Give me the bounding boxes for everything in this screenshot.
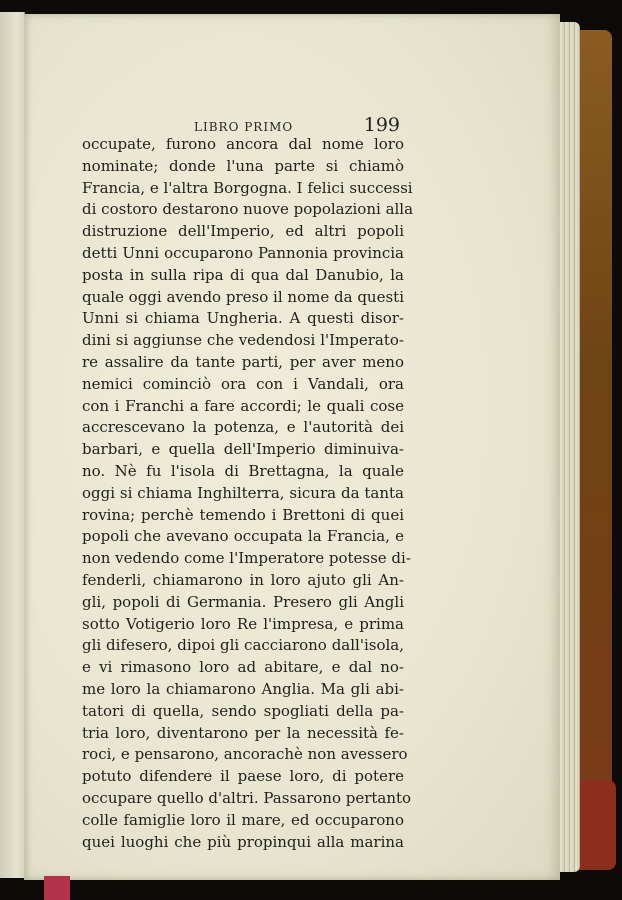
text-line: sotto Votigerio loro Re l'impresa, e prima bbox=[82, 614, 404, 633]
text-line: accrescevano la potenza, e l'autorità dei bbox=[82, 418, 404, 437]
text-line: roci, e pensarono, ancorachè non avessero bbox=[82, 745, 408, 764]
text-line: Unni si chiama Ungheria. A questi disor- bbox=[82, 309, 404, 328]
text-line: e vi rimasono loro ad abitare, e dal no- bbox=[82, 658, 404, 677]
text-line: distruzione dell'Imperio, ed altri popoli bbox=[82, 222, 404, 241]
text-line: dini si aggiunse che vedendosi l'Imperato- bbox=[82, 331, 404, 350]
text-line: quale oggi avendo preso il nome da questi bbox=[82, 287, 404, 306]
text-line: barbari, e quella dell'Imperio diminuiva- bbox=[82, 440, 404, 459]
text-line: no. Nè fu l'isola di Brettagna, la quale bbox=[82, 461, 404, 480]
text-line: di costoro destarono nuove popolazioni alla bbox=[82, 200, 414, 219]
text-line: popoli che avevano occupata la Francia, e bbox=[82, 527, 404, 546]
text-line: tatori di quella, sendo spogliati della pa- bbox=[82, 701, 404, 720]
book-cover-corner bbox=[578, 780, 616, 870]
text-line: fenderli, chiamarono in loro ajuto gli An- bbox=[82, 570, 404, 589]
text-line: gli, popoli di Germania. Presero gli Angli bbox=[82, 592, 404, 611]
text-line: nemici cominciò ora con i Vandali, ora bbox=[82, 374, 404, 393]
text-line: detti Unni occuparono Pannonia provincia bbox=[82, 243, 404, 262]
text-line: con i Franchi a fare accordi; le quali cose bbox=[82, 396, 404, 415]
text-line: quei luoghi che più propinqui alla marina bbox=[82, 832, 404, 851]
running-title: LIBRO PRIMO bbox=[194, 120, 294, 134]
body-text bbox=[82, 134, 414, 853]
text-line: non vedendo come l'Imperatore potesse di- bbox=[82, 549, 411, 568]
text-line: nominate; donde l'una parte si chiamò bbox=[82, 156, 404, 175]
text-line: re assalire da tante parti, per aver meno bbox=[82, 352, 404, 371]
text-line: colle famiglie loro il mare, ed occuparono bbox=[82, 810, 404, 829]
facing-page-edge bbox=[0, 12, 25, 878]
bookmark-ribbon bbox=[44, 876, 70, 900]
text-line: Francia, e l'altra Borgogna. I felici successi bbox=[82, 178, 413, 197]
text-line: occupare quello d'altri. Passarono pertanto bbox=[82, 788, 412, 807]
text-line: tria loro, diventarono per la necessità fe- bbox=[82, 723, 404, 742]
text-line: potuto difendere il paese loro, di potere bbox=[82, 767, 404, 786]
text-line: posta in sulla ripa di qua dal Danubio, la bbox=[82, 265, 404, 284]
text-line: me loro la chiamarono Anglia. Ma gli abi- bbox=[82, 679, 404, 698]
text-line: oggi si chiama Inghilterra, sicura da tanta bbox=[82, 483, 404, 502]
text-line: occupate, furono ancora dal nome loro bbox=[82, 135, 404, 153]
text-line: rovina; perchè temendo i Brettoni di quei bbox=[82, 505, 404, 524]
page-number: 199 bbox=[363, 114, 400, 136]
text-line: gli difesero, dipoi gli cacciarono dall'isola, bbox=[82, 636, 404, 655]
